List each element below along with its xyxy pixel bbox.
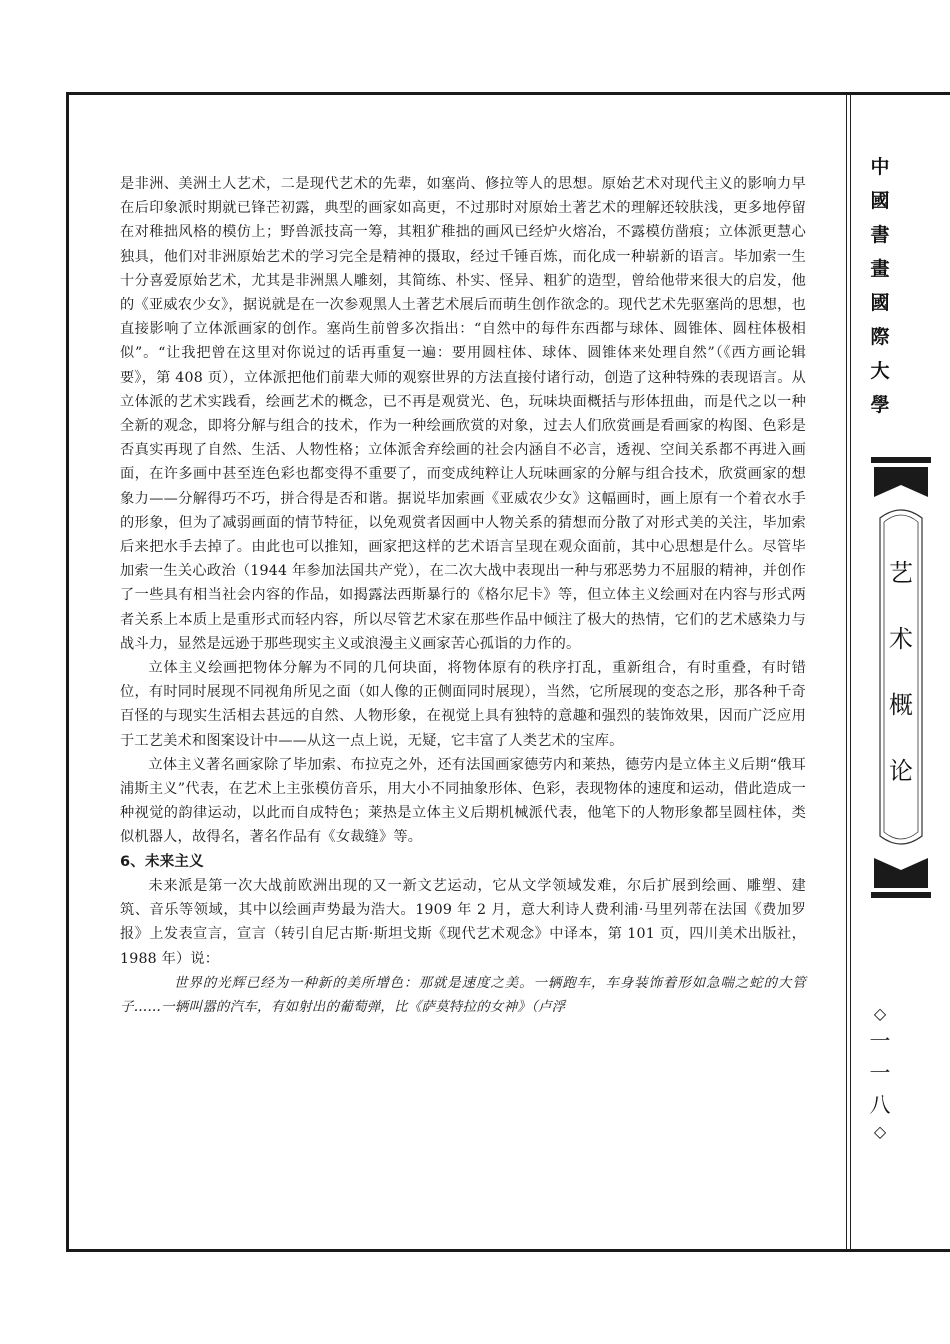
title-banner-bottom: [871, 848, 931, 898]
section-paragraph: 未来派是第一次大战前欧洲出现的又一新文艺运动，它从文学领域发难，尔后扩展到绘画、雕塑、建筑、音乐等领域，其中以绘画声势最为浩大。1909 年 2 月，意大利诗人费利浦·马里列蒂在法国《费加罗报》上发表宣言，宣言（转引自尼古斯·斯坦戈斯《现代艺术观念》中译本，第 101 页，四川美术出版社，1988 年）说：: [120, 877, 806, 967]
body-paragraph: 立体主义绘画把物体分解为不同的几何块面，将物体原有的秩序打乱，重新组合，有时重叠，有时错位，有时同时展现不同视角所见之面（如人像的正侧面同时展现），当然，它所展现的变态之形，那各种千奇百怪的与现实生活相去甚远的自然、人物形象，在视觉上具有独特的意趣和强烈的装饰效果，因而广泛应用于工艺美术和图案设计中——从这一点上说，无疑，它丰富了人类艺术的宝库。: [120, 660, 806, 749]
section-heading: 6、未来主义: [120, 853, 204, 870]
book-title-char: 艺: [889, 559, 913, 587]
body-paragraph: 立体主义著名画家除了毕加索、布拉克之外，还有法国画家德劳内和莱热，德劳内是立体主义后期“俄耳浦斯主义”代表，在艺术上主张模仿音乐，用大小不同抽象形体、色彩，表现物体的速度和运动，借此造成一种视觉的韵律运动，以此而自成特色；莱热是立体主义后期机械派代表，他笔下的人物形象都呈圆柱体，类似机器人，故得名，著名作品有《女裁缝》等。: [120, 756, 806, 846]
frame-bottom-border: [66, 1249, 950, 1252]
series-char: 大: [870, 360, 890, 382]
body-paragraph: 是非洲、美洲土人艺术，二是现代艺术的先辈，如塞尚、修拉等人的思想。原始艺术对现代主义的影响力早在后印象派时期就已锋芒初露，典型的画家如高更，不过那时对原始土著艺术的理解还较肤浅，更多地停留在对稚拙风格的模仿上；野兽派技高一筹，其粗犷稚拙的画风已经炉火熔冶，不露模仿凿痕；立体派更慧心独具，他们对非洲原始艺术的学习完全是精神的摄取，经过千锤百炼，而化成一种崭新的语言。毕加索一生十分喜爱原始艺术，尤其是非洲黑人雕刻，其简练、朴实、怪异、粗犷的造型，曾给他带来很大的启发，他的《亚威农少女》，据说就是在一次参观黑人土著艺术展后而萌生创作欲念的。现代艺术先驱塞尚的思想，也直接影响了立体派画家的创作。塞尚生前曾多次指出：“自然中的每件东西都与球体、圆锥体、圆柱体极相似”。“让我把曾在这里对你说过的话再重复一遍：要用圆柱体、球体、圆锥体来处理自然”（《西方画论辑要》，第 408 页），立体派把他们前辈大师的观察世界的方法直接付诸行动，创造了这种特殊的表现语言。从立体派的艺术实践看，绘画艺术的概念，已不再是观赏光、色，玩味块面概括与形体扭曲，而是代之以一种全新的观念，即将分解与组合的技术，作为一种绘画欣赏的对象，过去人们欣赏画是看画家的构图、色彩是否真实再现了自然、生活、人物性格；立体派舍弃绘画的社会内涵自不必言，透视、空间关系都不再进入画面，在许多画中甚至连色彩也都变得不重要了，而变成纯粹让人玩味画家的分解与组合技术，欣赏画家的想象力——分解得巧不巧，拼合得是否和谐。据说毕加索画《亚威农少女》这幅画时，画上原有一个着衣水手的形象，但为了减弱画面的情节特征，以免观赏者因画中人物关系的猜想而分散了对形式美的关注，毕加索后来把水手去掉了。由此也可以推知，画家把这样的艺术语言呈现在观众面前，其中心思想是什么。尽管毕加索一生关心政治（1944 年参加法国共产党），在二次大战中表现出一种与邪恶势力不屈服的精神，并创作了一些具有相当社会内容的作品，如揭露法西斯暴行的《格尔尼卡》等，但立体主义绘画对在内容与形式两者关系上本质上是重形式而轻内容，所以尽管艺术家在那些作品中倾注了极大的热情，它们的艺术感染力与战斗力，显然是远逊于那些现实主义或浪漫主义画家苦心孤诣的力作的。: [120, 176, 806, 652]
diamond-icon: ◇: [873, 1122, 887, 1141]
book-title-char: 术: [889, 625, 913, 653]
sidebar-divider-inner: [850, 95, 851, 1249]
series-char: 國: [870, 292, 890, 314]
series-char: 學: [870, 394, 890, 416]
diamond-icon: ◇: [873, 1004, 887, 1023]
sidebar-divider: [846, 95, 847, 1249]
series-char: 際: [870, 326, 890, 348]
main-text: [120, 172, 806, 1019]
page-number-char: 八: [869, 1093, 891, 1117]
book-title: [876, 540, 926, 804]
book-title-char: 论: [889, 757, 913, 785]
series-char: 國: [870, 190, 890, 212]
series-char: 書: [870, 224, 890, 246]
frame-top-border: [66, 92, 950, 95]
page-number: [862, 1003, 898, 1143]
page-number-char: 一: [869, 1061, 891, 1085]
book-title-char: 概: [889, 691, 913, 719]
block-quote: 世界的光辉已经为一种新的美所增色：那就是速度之美。一辆跑车，车身装饰着形如急喘之蛇的大管子……一辆叫嚣的汽车，有如射出的葡萄弹，比《萨莫特拉的女神》（卢浮: [120, 974, 806, 1015]
series-char: 中: [870, 156, 890, 178]
frame-left-border: [66, 92, 69, 1252]
series-char: 畫: [870, 258, 890, 280]
page-number-char: 一: [869, 1029, 891, 1053]
series-title: [865, 150, 895, 422]
